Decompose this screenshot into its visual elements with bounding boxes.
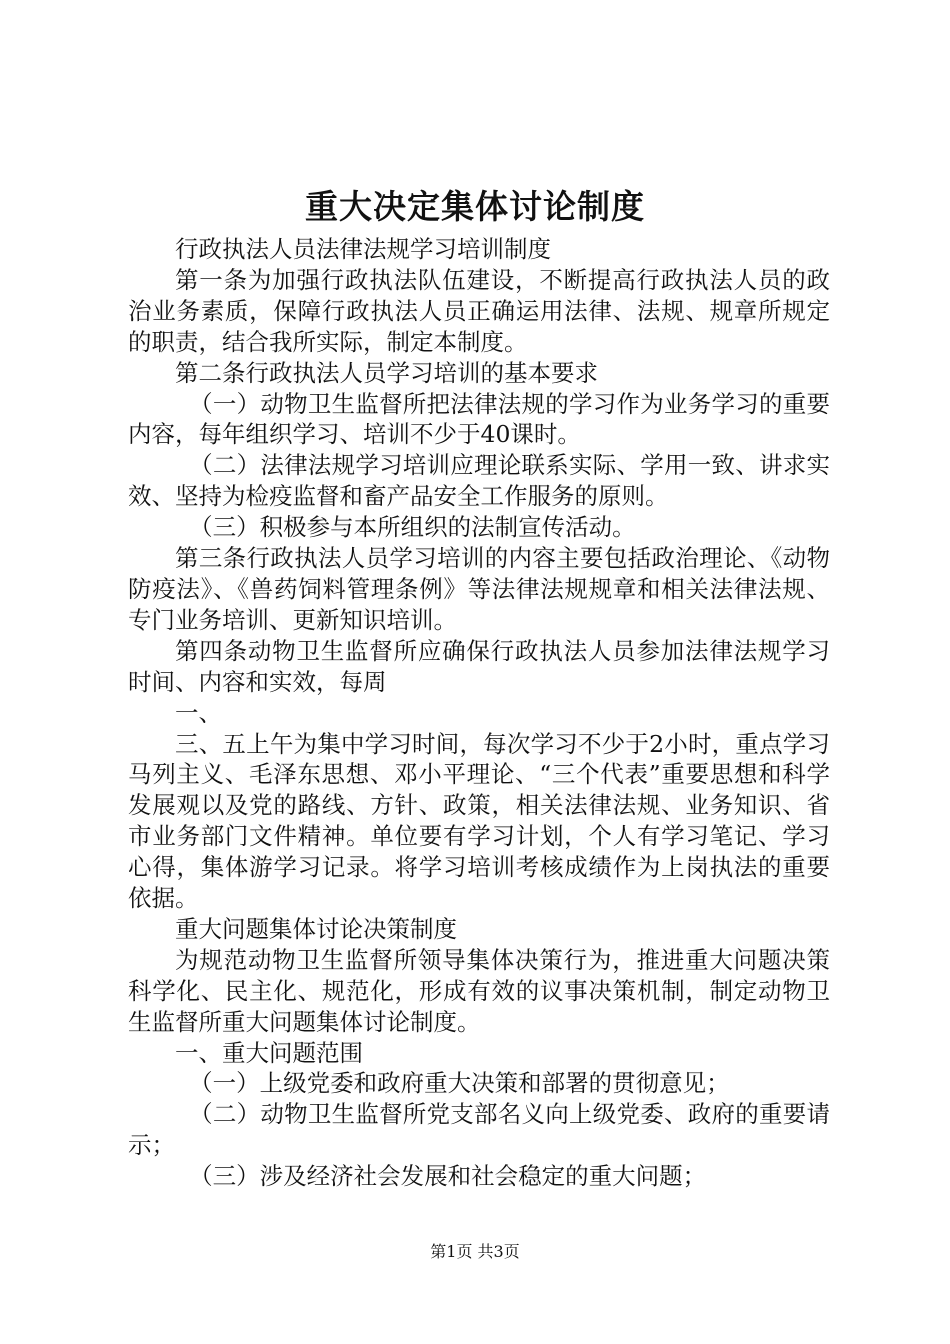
document-title: 重大决定集体讨论制度 [305,187,645,226]
paragraph: 三、五上午为集中学习时间，每次学习不少于2小时，重点学习马列主义、毛泽东思想、邓小平理论、“三个代表”重要思想和科学发展观以及党的路线、方针、政策，相关法律法规、业务知识、省市业务部门文件精神。单位要有学习计划，个人有学习笔记、学习心得，集体游学习记录。将学习培训考核成绩作为上岗执法的重要依据。 [128,729,830,913]
paragraph: 第四条动物卫生监督所应确保行政执法人员参加法律法规学习时间、内容和实效，每周 [128,636,830,696]
paragraph: 第一条为加强行政执法队伍建设，不断提高行政执法人员的政治业务素质，保障行政执法人员正确运用法律、法规、规章所规定的职责，结合我所实际，制定本制度。 [128,265,830,356]
paragraph: 第二条行政执法人员学习培训的基本要求 [175,358,598,387]
paragraph: （一）上级党委和政府重大决策和部署的贯彻意见； [189,1069,730,1098]
page-number: 第1页 共3页 [430,1242,520,1261]
paragraph: （二）动物卫生监督所党支部名义向上级党委、政府的重要请示； [128,1100,830,1160]
paragraph: 重大问题集体讨论决策制度 [175,914,457,943]
paragraph: 一、重大问题范围 [175,1038,363,1067]
paragraph: （二）法律法规学习培训应理论联系实际、学用一致、讲求实效、坚持为检疫监督和畜产品安全工作服务的原则。 [128,451,830,511]
paragraph: 为规范动物卫生监督所领导集体决策行为，推进重大问题决策科学化、民主化、规范化，形成有效的议事决策机制，制定动物卫生监督所重大问题集体讨论制度。 [128,945,830,1036]
paragraph: 一、 [175,698,222,727]
paragraph: 第三条行政执法人员学习培训的内容主要包括政治理论、《动物防疫法》、《兽药饲料管理条例》等法律法规规章和相关法律法规、专门业务培训、更新知识培训。 [128,544,830,634]
document-body [128,234,830,1192]
paragraph: （三）积极参与本所组织的法制宣传活动。 [189,513,636,542]
paragraph: 行政执法人员法律法规学习培训制度 [175,235,551,263]
paragraph: （一）动物卫生监督所把法律法规的学习作为业务学习的重要内容，每年组织学习、培训不少于40课时。 [128,389,830,449]
paragraph: （三）涉及经济社会发展和社会稳定的重大问题； [189,1162,707,1191]
